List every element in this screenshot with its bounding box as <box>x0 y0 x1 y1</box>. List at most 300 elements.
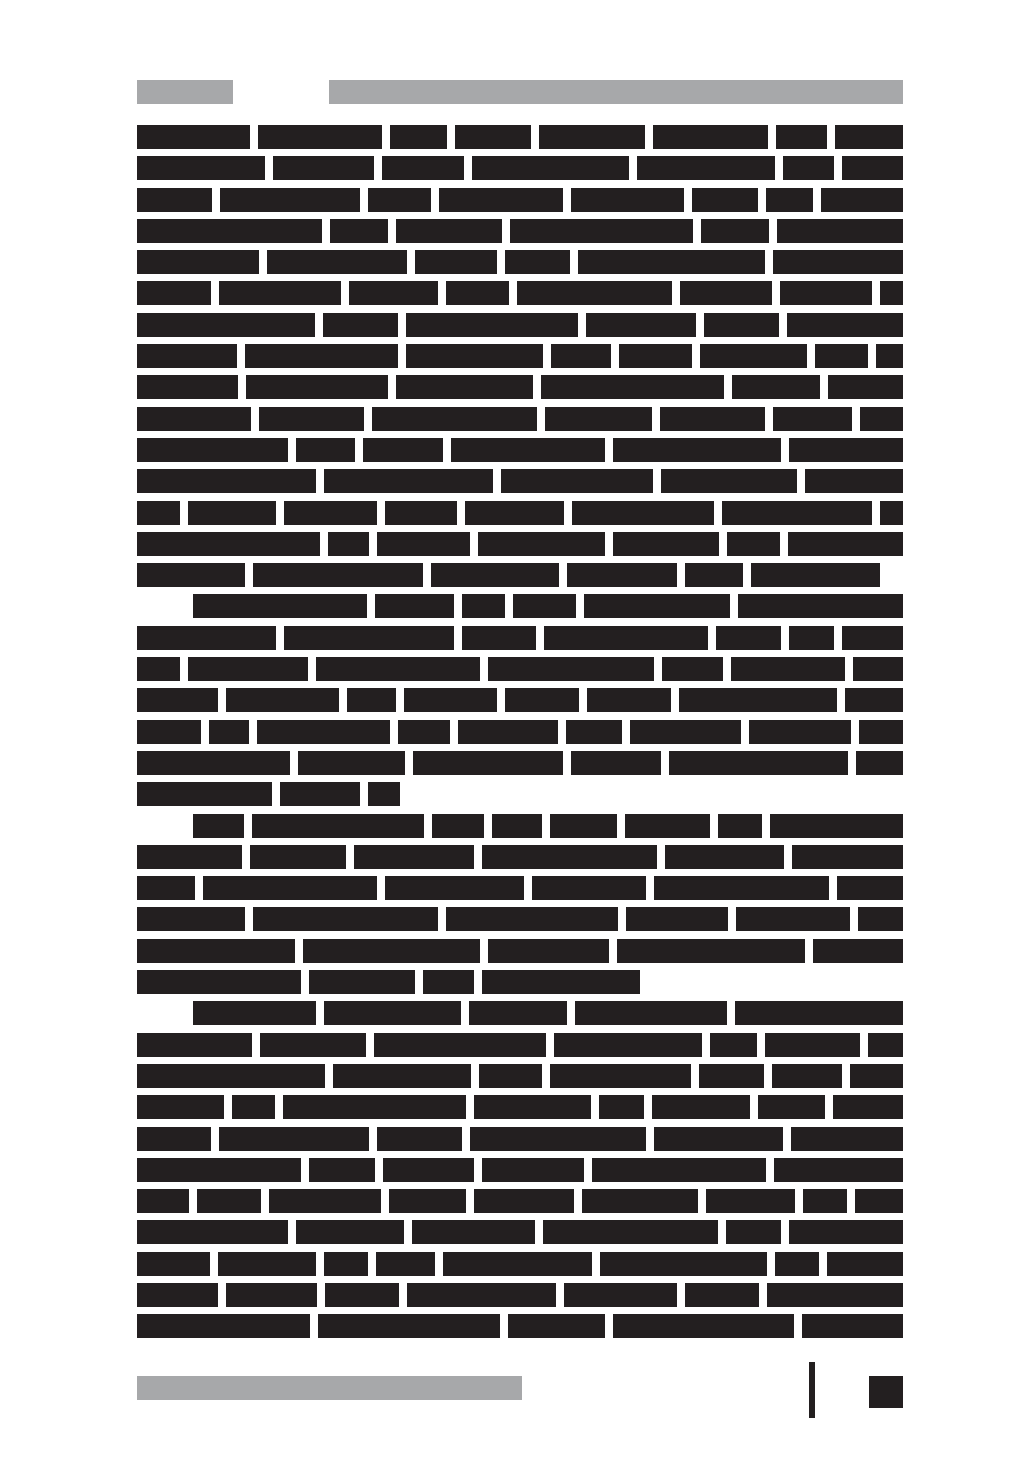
redacted-word <box>637 156 775 180</box>
paragraph <box>137 807 903 995</box>
redacted-word <box>505 688 579 712</box>
redacted-word <box>309 970 415 994</box>
redacted-word <box>137 1252 210 1276</box>
redacted-word <box>617 939 805 963</box>
redacted-word <box>803 1189 847 1213</box>
text-line <box>137 525 903 556</box>
redacted-word <box>296 1220 404 1244</box>
redacted-word <box>257 720 390 744</box>
redacted-word <box>324 469 493 493</box>
redacted-word <box>517 281 672 305</box>
redacted-word <box>298 751 405 775</box>
redacted-word <box>296 438 355 462</box>
redacted-word <box>273 156 374 180</box>
redacted-word <box>406 313 578 337</box>
redacted-word <box>396 219 502 243</box>
redacted-word <box>706 1189 795 1213</box>
redacted-word <box>654 876 829 900</box>
redacted-word <box>259 407 364 431</box>
redacted-word <box>732 375 820 399</box>
redacted-word <box>567 563 677 587</box>
redacted-word <box>586 313 696 337</box>
text-line <box>137 1120 903 1151</box>
redacted-word <box>197 1189 261 1213</box>
redacted-word <box>253 907 438 931</box>
redacted-word <box>539 125 645 149</box>
redacted-word <box>770 814 903 838</box>
redacted-word <box>751 563 880 587</box>
redacted-word <box>363 438 443 462</box>
redacted-word <box>258 125 382 149</box>
redacted-word <box>736 907 850 931</box>
redacted-word <box>661 469 797 493</box>
redacted-word <box>372 407 537 431</box>
text-line <box>137 1245 903 1276</box>
redacted-word <box>599 1095 644 1119</box>
redacted-word <box>458 720 558 744</box>
redacted-word <box>431 563 559 587</box>
redacted-word <box>662 657 723 681</box>
text-line <box>137 932 903 963</box>
redacted-word <box>735 1001 903 1025</box>
redacted-word <box>876 344 903 368</box>
redacted-word <box>316 657 480 681</box>
redacted-word <box>592 1158 766 1182</box>
redacted-word <box>665 845 784 869</box>
redacted-word <box>780 281 872 305</box>
redacted-word <box>432 814 484 838</box>
redacted-word <box>446 907 618 931</box>
redacted-word <box>805 469 903 493</box>
redacted-word <box>303 939 480 963</box>
redacted-word <box>137 344 237 368</box>
text-line <box>137 713 903 744</box>
redacted-word <box>478 532 605 556</box>
redacted-word <box>482 970 640 994</box>
redacted-word <box>492 814 542 838</box>
redacted-word <box>727 532 780 556</box>
redacted-word <box>813 939 903 963</box>
redacted-word <box>385 876 524 900</box>
redacted-word <box>404 688 497 712</box>
body-text <box>137 118 903 1339</box>
text-line <box>137 212 903 243</box>
redacted-word <box>375 594 454 618</box>
redacted-word <box>252 814 424 838</box>
redacted-word <box>488 657 654 681</box>
redacted-word <box>451 438 605 462</box>
redacted-word <box>253 563 423 587</box>
redacted-word <box>544 626 708 650</box>
redacted-word <box>587 688 671 712</box>
text-line <box>137 118 903 149</box>
redacted-word <box>219 281 341 305</box>
text-line <box>137 1307 903 1338</box>
redacted-word <box>137 907 245 931</box>
text-line <box>137 1057 903 1088</box>
redacted-word <box>543 1220 718 1244</box>
text-line <box>137 494 903 525</box>
redacted-word <box>324 1001 461 1025</box>
redacted-word <box>828 375 903 399</box>
redacted-word <box>267 250 407 274</box>
redacted-word <box>137 219 322 243</box>
text-line <box>137 994 903 1025</box>
redacted-word <box>137 1064 325 1088</box>
redacted-word <box>347 688 396 712</box>
text-line <box>137 1026 903 1057</box>
redacted-word <box>626 907 728 931</box>
redacted-word <box>566 720 622 744</box>
redacted-word <box>855 1189 903 1213</box>
redacted-word <box>510 219 693 243</box>
redacted-word <box>398 720 450 744</box>
redacted-word <box>479 1064 542 1088</box>
redacted-word <box>582 1189 698 1213</box>
redacted-word <box>377 1127 462 1151</box>
redacted-word <box>827 1252 903 1276</box>
redacted-word <box>137 313 315 337</box>
redacted-word <box>188 501 276 525</box>
redacted-word <box>260 1033 366 1057</box>
redacted-word <box>137 657 180 681</box>
redacted-word <box>669 751 848 775</box>
redacted-word <box>653 125 768 149</box>
redacted-word <box>246 375 388 399</box>
redacted-word <box>396 375 533 399</box>
redacted-word <box>462 594 505 618</box>
text-line <box>137 587 903 618</box>
text-line <box>137 963 903 994</box>
text-line <box>137 1088 903 1119</box>
redacted-word <box>226 1283 317 1307</box>
page-number <box>869 1376 903 1408</box>
redacted-word <box>137 876 195 900</box>
redacted-word <box>368 782 400 806</box>
redacted-word <box>137 125 250 149</box>
redacted-word <box>505 250 570 274</box>
redacted-word <box>137 688 218 712</box>
redacted-word <box>704 313 779 337</box>
redacted-word <box>376 1252 435 1276</box>
redacted-word <box>385 501 457 525</box>
redacted-word <box>700 344 807 368</box>
redacted-word <box>835 125 903 149</box>
redacted-word <box>412 1220 535 1244</box>
redacted-word <box>137 532 320 556</box>
redacted-word <box>584 594 730 618</box>
redacted-word <box>858 907 903 931</box>
redacted-word <box>137 1283 218 1307</box>
redacted-word <box>323 313 398 337</box>
redacted-word <box>630 720 741 744</box>
redacted-word <box>774 1158 903 1182</box>
redacted-word <box>137 438 288 462</box>
redacted-word <box>137 1158 301 1182</box>
redacted-word <box>415 250 497 274</box>
redacted-word <box>137 751 290 775</box>
running-head-title <box>329 80 903 104</box>
redacted-word <box>443 1252 592 1276</box>
redacted-word <box>377 532 470 556</box>
redacted-word <box>474 1189 574 1213</box>
redacted-word <box>470 1127 646 1151</box>
text-line <box>137 838 903 869</box>
redacted-word <box>406 344 543 368</box>
text-line <box>137 1151 903 1182</box>
redacted-word <box>137 563 245 587</box>
redacted-word <box>845 688 903 712</box>
redacted-word <box>137 501 180 525</box>
redacted-word <box>554 1033 702 1057</box>
redacted-word <box>137 845 242 869</box>
text-line <box>137 650 903 681</box>
redacted-word <box>501 469 653 493</box>
redacted-word <box>859 720 903 744</box>
redacted-word <box>679 688 837 712</box>
redacted-word <box>749 720 851 744</box>
text-line <box>137 619 903 650</box>
redacted-word <box>550 1064 691 1088</box>
redacted-word <box>330 219 388 243</box>
text-line <box>137 681 903 712</box>
redacted-word <box>571 751 661 775</box>
redacted-word <box>837 876 903 900</box>
redacted-word <box>789 1220 903 1244</box>
redacted-word <box>685 1283 759 1307</box>
redacted-word <box>219 1127 369 1151</box>
redacted-word <box>324 1252 368 1276</box>
redacted-word <box>802 1314 903 1338</box>
redacted-word <box>545 407 652 431</box>
redacted-word <box>469 1001 567 1025</box>
redacted-word <box>137 1127 211 1151</box>
redacted-word <box>789 626 834 650</box>
page-footer <box>137 1376 903 1416</box>
redacted-word <box>731 657 845 681</box>
redacted-word <box>551 344 611 368</box>
redacted-word <box>137 720 201 744</box>
redacted-word <box>613 1314 794 1338</box>
redacted-word <box>284 626 454 650</box>
text-line <box>137 149 903 180</box>
redacted-word <box>513 594 576 618</box>
redacted-word <box>318 1314 500 1338</box>
redacted-word <box>613 438 781 462</box>
redacted-word <box>860 407 903 431</box>
text-line <box>137 400 903 431</box>
redacted-word <box>374 1033 546 1057</box>
redacted-word <box>407 1283 556 1307</box>
paragraph <box>137 587 903 806</box>
text-line <box>137 869 903 900</box>
redacted-word <box>137 1033 252 1057</box>
redacted-word <box>137 188 212 212</box>
redacted-word <box>245 344 398 368</box>
redacted-word <box>137 626 276 650</box>
redacted-word <box>226 688 339 712</box>
text-line <box>137 775 903 806</box>
text-line <box>137 1276 903 1307</box>
redacted-word <box>482 845 657 869</box>
redacted-word <box>787 313 903 337</box>
text-line <box>137 462 903 493</box>
text-line <box>137 181 903 212</box>
redacted-word <box>850 1064 903 1088</box>
redacted-word <box>390 125 447 149</box>
redacted-word <box>777 219 903 243</box>
redacted-word <box>269 1189 381 1213</box>
redacted-word <box>564 1283 677 1307</box>
redacted-word <box>232 1095 275 1119</box>
redacted-word <box>137 281 211 305</box>
redacted-word <box>382 156 464 180</box>
redacted-word <box>455 125 531 149</box>
redacted-word <box>619 344 692 368</box>
running-header <box>137 80 903 104</box>
text-line <box>137 274 903 305</box>
redacted-word <box>203 876 377 900</box>
redacted-word <box>137 1220 288 1244</box>
redacted-word <box>571 188 684 212</box>
redacted-word <box>660 407 765 431</box>
redacted-word <box>550 814 617 838</box>
text-line <box>137 556 903 587</box>
redacted-word <box>765 1033 860 1057</box>
redacted-word <box>572 501 714 525</box>
redacted-word <box>710 1033 757 1057</box>
redacted-word <box>349 281 438 305</box>
redacted-word <box>209 720 249 744</box>
redacted-word <box>600 1252 767 1276</box>
redacted-word <box>726 1220 781 1244</box>
redacted-word <box>758 1095 825 1119</box>
redacted-word <box>685 563 743 587</box>
redacted-word <box>532 876 646 900</box>
redacted-word <box>423 970 474 994</box>
text-line <box>137 337 903 368</box>
redacted-word <box>738 594 903 618</box>
redacted-word <box>541 375 724 399</box>
redacted-word <box>575 1001 727 1025</box>
redacted-word <box>775 1252 819 1276</box>
text-line <box>137 807 903 838</box>
text-line <box>137 306 903 337</box>
text-line <box>137 431 903 462</box>
redacted-word <box>474 1095 591 1119</box>
redacted-word <box>383 1158 474 1182</box>
redacted-word <box>284 501 377 525</box>
redacted-word <box>722 501 872 525</box>
redacted-word <box>137 469 316 493</box>
redacted-word <box>853 657 903 681</box>
text-line <box>137 744 903 775</box>
redacted-word <box>413 751 563 775</box>
redacted-word <box>137 156 265 180</box>
redacted-word <box>718 814 762 838</box>
redacted-word <box>652 1095 750 1119</box>
redacted-word <box>137 250 259 274</box>
redacted-word <box>821 188 903 212</box>
redacted-word <box>462 626 536 650</box>
redacted-word <box>482 1158 584 1182</box>
redacted-word <box>389 1189 466 1213</box>
redacted-word <box>508 1314 605 1338</box>
redacted-word <box>842 156 903 180</box>
redacted-word <box>613 532 719 556</box>
redacted-word <box>789 438 903 462</box>
redacted-word <box>880 281 903 305</box>
paragraph <box>137 994 903 1338</box>
running-head-left <box>137 80 233 104</box>
redacted-word <box>856 751 903 775</box>
redacted-word <box>328 532 369 556</box>
redacted-word <box>137 1095 224 1119</box>
redacted-word <box>692 188 758 212</box>
redacted-word <box>680 281 772 305</box>
text-line <box>137 243 903 274</box>
redacted-word <box>880 501 903 525</box>
text-line <box>137 1182 903 1213</box>
redacted-word <box>578 250 765 274</box>
redacted-word <box>137 407 251 431</box>
text-line <box>137 368 903 399</box>
redacted-word <box>446 281 509 305</box>
redacted-word <box>792 845 903 869</box>
redacted-word <box>815 344 868 368</box>
redacted-word <box>439 188 563 212</box>
redacted-word <box>218 1252 316 1276</box>
redacted-word <box>137 1314 310 1338</box>
redacted-word <box>488 939 609 963</box>
redacted-word <box>699 1064 764 1088</box>
redacted-word <box>325 1283 399 1307</box>
redacted-word <box>193 1001 316 1025</box>
redacted-word <box>654 1127 783 1151</box>
redacted-word <box>773 407 852 431</box>
redacted-word <box>788 532 903 556</box>
redacted-word <box>868 1033 903 1057</box>
redacted-word <box>137 970 301 994</box>
redacted-word <box>465 501 564 525</box>
redacted-word <box>283 1095 466 1119</box>
redacted-word <box>333 1064 471 1088</box>
redacted-word <box>137 375 238 399</box>
redacted-word <box>188 657 308 681</box>
redacted-word <box>842 626 903 650</box>
redacted-word <box>368 188 431 212</box>
paragraph <box>137 118 903 587</box>
redacted-word <box>220 188 360 212</box>
redacted-word <box>766 188 813 212</box>
redacted-word <box>773 250 903 274</box>
redacted-word <box>137 939 295 963</box>
redacted-word <box>280 782 360 806</box>
text-line <box>137 900 903 931</box>
redacted-word <box>193 594 367 618</box>
redacted-word <box>783 156 834 180</box>
redacted-word <box>472 156 629 180</box>
redacted-word <box>625 814 710 838</box>
footer-divider <box>809 1362 815 1418</box>
redacted-word <box>701 219 769 243</box>
redacted-word <box>772 1064 842 1088</box>
redacted-word <box>716 626 781 650</box>
redacted-word <box>833 1095 903 1119</box>
redacted-word <box>193 814 244 838</box>
text-line <box>137 1213 903 1244</box>
redacted-word <box>354 845 474 869</box>
